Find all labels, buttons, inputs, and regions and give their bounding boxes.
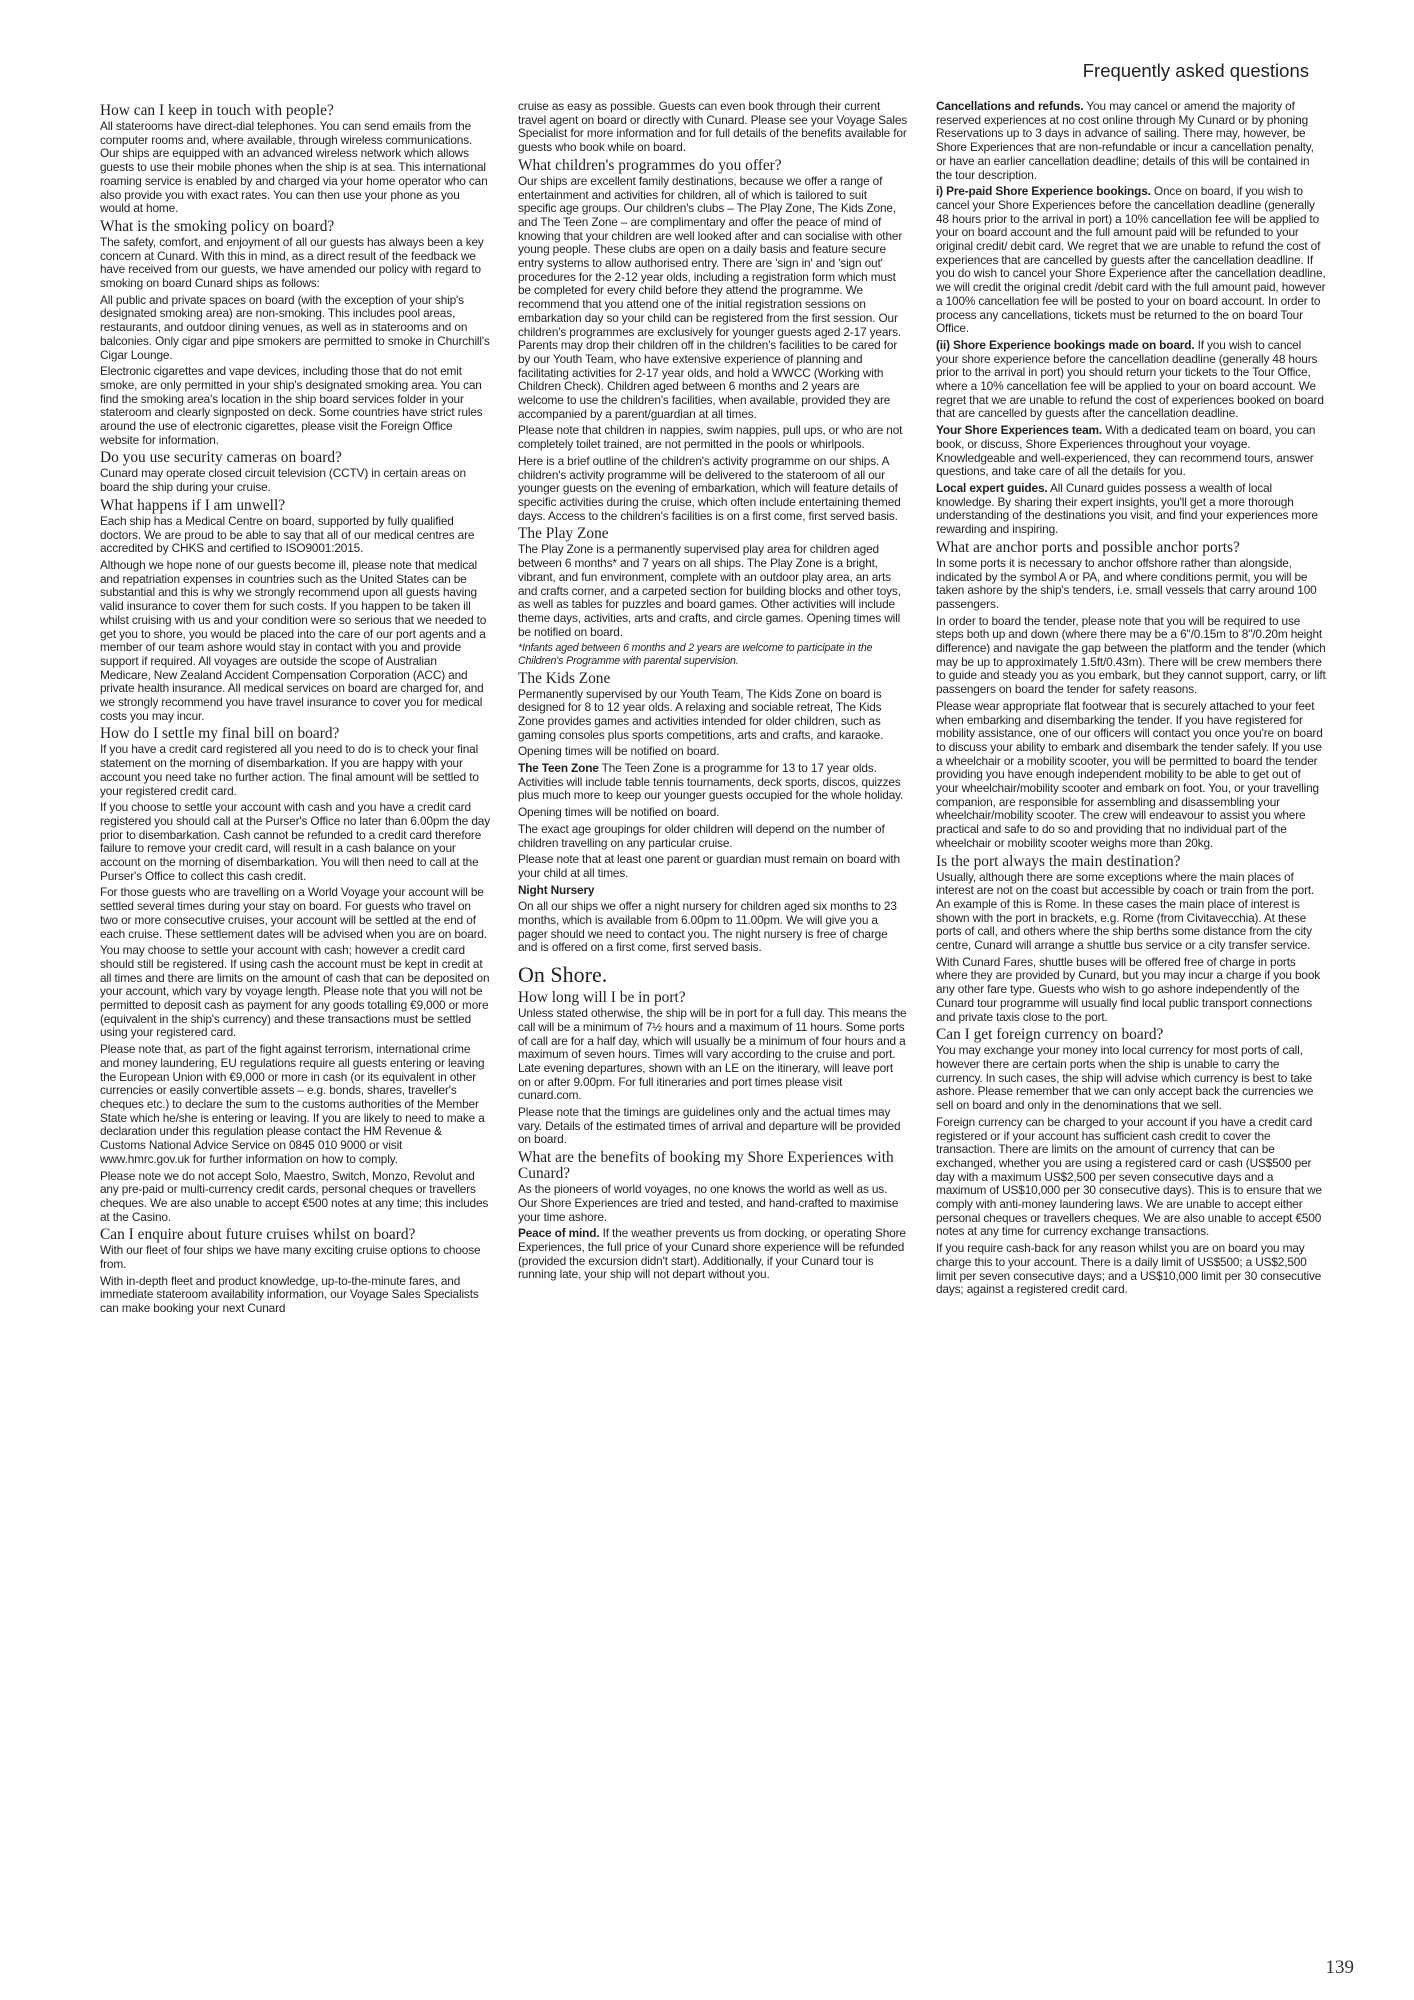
question-heading: Is the port always the main destination? [936,852,1181,870]
paragraph: All staterooms have direct-dial telephones. You can send emails from the computer rooms and, where available, through wireless communications. Our ships are equipped with an advanced wireless network which allows guests to use their mobile phones when the ship is at sea. This international roaming service is enabled by and charged via your home operator who can also provide you with exact rates. You can then use your phone as you would at home. [100,119,488,216]
paragraph: Permanently supervised by our Youth Team, The Kids Zone on board is designed for 8 to 12 year olds. A relaxing and sociable retreat, The Kids Zone provides games and activities intended for older children, such as gaming consoles plus sports competitions, arts and crafts, and karaoke. [518,686,884,742]
paragraph: If you require cash-back for any reason whilst you are on board you may charge this to your account. There is a daily limit of US$500; a US$2,500 limit per seven consecutive days; and a US$10,000 limit per 30 consecutive days; against a registered credit card. [936,1241,1322,1297]
paragraph: Our ships are excellent family destinations, because we offer a range of entertainment and activities for children, all of which is tailored to suit specific age groups. Our children's clubs – The Play Zone, The Kids Zone, and The Teen Zone – are complimentary and offer the peace of mind of knowing that your children are well looked after and can socialise with other young people. These clubs are open on a daily basis and feature secure entry systems to allow authorised entry. There are 'sign in' and 'sign out' procedures for the 2-12 year olds, including a registration form which must be completed for every child before they attend the programme. We recommend that you attend one of the initial registration sessions on embarkation day so your child can be registered from the first session. Our children's programmes are exclusively for younger guests aged 2-17 years. Parents may drop their children off in the children's facilities to be cared for by our Youth Team, who have extensive experience of planning and facilitating activities for 2-17 year olds, and hold a WWCC (Working with Children Check). Children aged between 6 months and 2 years are welcome to use the children's facilities, when available, provided they are accompanied by a parent/guardian at all times. [518,173,903,421]
paragraph: Please note that at least one parent or guardian must remain on board with your child at all times. [518,852,900,880]
paragraph-with-lead [936,424,1326,479]
paragraph: In order to board the tender, please note that you will be required to use steps both up and down (where there may be a 6"/0.15m to 8"/0.20m height difference) and navigate the gap between the platform and the tender (which may be up to approximately 1.5ft/0.43m). There will be crew members there to guide and steady you as you embark, but they cannot support, carry, or lift passengers on board the tender for safety reasons. [936,613,1326,697]
paragraph: Each ship has a Medical Centre on board, supported by fully qualified doctors. We are proud to be able to say that all of our medical centres are accredited by CHKS and certified to ISO9001:2015. [100,513,475,556]
paragraph: All public and private spaces on board (with the exception of your ship's designated smoking area) are non-smoking. This includes pool areas, restaurants, and outdoor dining venues, as well as in staterooms and on balconies. Only cigar and pipe smokers are permitted to smoke in Churchill's Cigar Lounge. [100,292,490,362]
paragraph-body: All Cunard guides possess a wealth of local knowledge. By sharing their expert insights, you'll get a more thorough understanding of the destinations you visit, and find your experiences more rewarding and inspiring. [936,480,1318,537]
paragraph: Please wear appropriate flat footwear that is securely attached to your feet when embarking and disembarking the tender. If you have registered for mobility assistance, one of our officers will contact you once you're on board to discuss your ability to embark and disembark the tender safely. If you use a wheelchair or a mobility scooter, you will be permitted to board the tender providing you have enough independent mobility to be able to get out of your wheelchair/mobility scooter and embark on foot. You, or your travelling companion, are responsible for assembling and disassembling your wheelchair/mobility scooter. The crew will endeavour to assist you where practical and safe to do so and providing that no individual part of the wheelchair or mobility scooter weighs more than 20kg. [936,698,1323,850]
paragraph: Usually, although there are some exceptions where the main places of interest are not on the coast but accessible by coach or train from the port. An example of this is Rome. In these cases the main place of interest is shown with the port in brackets, e.g. Rome (from Civitavecchia). At these ports of call, and others where the ship berths some distance from the city centre, Cunard will arrange a shuttle bus service or a city transfer service. [936,869,1315,953]
question-heading: What children's programmes do you offer? [518,156,782,174]
paragraph: You may choose to settle your account with cash; however a credit card should still be registered. If using cash the account must be kept in credit at all times and there are limits on the amount of cash that can be deposited on your account, which vary by voyage length. Please note that you will not be permitted to deposit cash as payment for any goods totalling €9,000 or more (equivalent in the ship's currency) and these transactions must be settled using your registered card. [100,943,490,1040]
paragraph-with-lead [936,339,1326,421]
running-header: Frequently asked questions [1082,60,1309,81]
paragraph: cruise as easy as possible. Guests can even book through their current travel agent on board or directly with Cunard. Please see your Voyage Sales Specialist for more information and for full details of the benefits available for guests who book while on board. [518,100,908,155]
paragraph: Please note that the timings are guidelines only and the actual times may vary. Details of the estimated times of arrival and departure will be provided on board. [518,1105,901,1147]
paragraph: Opening times will be notified on board. [518,805,720,820]
paragraph: Please note we do not accept Solo, Maestro, Switch, Monzo, Revolut and any pre-paid or multi-currency credit cards, personal cheques or travellers cheques. We are also unable to accept €500 notes at any time; this includes at the Casino. [100,1168,489,1224]
paragraph-body: Once on board, if you wish to cancel your Shore Experiences before the cancellation deadline (generally 48 hours prior to the arrival in port) a 10% cancellation fee will be applied to your on board account and the full amount paid will be refunded to your original credit/ debit card. We regret that we are unable to refund the cost of experiences that are cancelled by guests after the cancellation deadline. If you do wish to cancel your Shore Experience after the cancellation deadline, we will credit the original credit /debit card with the full amount paid, however a 100% cancellation fee will be posted to your on board account. In order to process any cancellations, tickets must be returned to the on board Tour Office. [936,184,1326,336]
paragraph-lead: Local expert guides. [936,480,1048,495]
section-heading: On Shore. [518,962,608,988]
paragraph: On all our ships we offer a night nursery for children aged six months to 23 months, which is available from 6.00pm to 11.00pm. We will give you a pager should we need to contact you. The night nursery is free of charge and is offered on a first come, first served basis. [518,899,897,955]
paragraph: Cunard may operate closed circuit television (CCTV) in certain areas on board the ship during your cruise. [100,466,466,495]
question-heading: Can I get foreign currency on board? [936,1026,1164,1044]
paragraph-lead: Peace of mind. [518,1226,600,1241]
paragraph: The exact age groupings for older children will depend on the number of children travelling on any particular cruise. [518,821,885,850]
paragraph: In some ports it is necessary to anchor offshore rather than alongside, indicated by the symbol A or PA, and where conditions permit, you will be taken ashore by the ship's tenders, i.e. small vessels that carry around 100 passengers. [936,555,1317,611]
page-number: 139 [1325,1957,1354,1978]
paragraph-lead: The Teen Zone [518,761,599,776]
paragraph: For those guests who are travelling on a World Voyage your account will be settled several times during your stay on board. For guests who travel on two or more consecutive cruises, your account will be settled at the end of each cruise. These settlement dates will be advised when you are on board. [100,885,487,941]
paragraph-with-lead [936,185,1326,336]
column-right [936,100,1326,1890]
paragraph-lead: Night Nursery [518,882,595,897]
paragraph-body: The Teen Zone is a programme for 13 to 17 year olds. Activities will include table tennis tournaments, deck sports, discos, quizzes plus much more to keep our younger guests occupied for the whole holiday. [518,761,904,803]
paragraph: If you have a credit card registered all you need to do is to check your final statement on the morning of disembarkation. If you are happy with your account you need take no further action. The final amount will be settled to your registered credit card. [100,742,479,798]
question-heading: The Kids Zone [518,669,611,687]
paragraph-body: If the weather prevents us from docking, or operating Shore Experiences, the full price of your Cunard shore experience will be refunded (provided the excursion didn't start). Additionally, if your Cunard tour is running late, your ship will not depart without you. [518,1226,906,1282]
paragraph: Opening times will be notified on board. [518,744,720,759]
paragraph-body: You may cancel or amend the majority of reserved experiences at no cost online through My Cunard or by phoning Reservations up to 3 days in advance of sailing. There may, however, be Shore Experiences that are non-refundable or incur a cancellation penalty, or have an earlier cancellation deadline; details of this will be contained in the tour description. [936,100,1314,182]
paragraph-lead: i) Pre-paid Shore Experience bookings. [936,184,1151,199]
question-heading: What happens if I am unwell? [100,496,286,514]
paragraph: Unless stated otherwise, the ship will be in port for a full day. This means the call will be a minimum of 7½ hours and a maximum of 11 hours. Some ports of call are for a half day, which will usually be a minimum of four hours and a maximum of seven hours. Times will vary according to the cruise and port. Late evening departures, shown with an LE on the itinerary, will leave port on or after 9.00pm. For full itineraries and port times please visit cunard.com. [518,1006,907,1103]
question-heading: Do you use security cameras on board? [100,449,342,467]
question-heading: How long will I be in port? [518,989,686,1007]
footnote: *Infants aged between 6 months and 2 years are welcome to participate in the Children's Programme with parental supervision. [518,642,873,667]
paragraph: You may exchange your money into local currency for most ports of call, however there are certain ports when the ship is unable to carry the currency. In such cases, the ship will advise which currency is best to take ashore. Please remember that we can only accept back the currencies we sell on board and only in the denominations that we sell. [936,1043,1314,1113]
paragraph: Although we hope none of our guests become ill, please note that medical and repatriation expenses in countries such as the United States can be substantial and this is why we strongly recommend upon all guests having valid insurance to cover them for such costs. If you happen to be taken ill whilst cruising with us and your condition were so serious that we needed to get you to shore, you would be placed into the care of our port agents and a member of our team ashore would stay in contact with you and provide support if required. All voyages are outside the scope of Australian Medicare, New Zealand Accident Compensation Corporation (ACC) and private health insurance. All medical services on board are charged for, and we strongly recommend you have travel insurance to cover you for medical costs you may incur. [100,557,487,723]
paragraph-with-lead [518,762,908,803]
paragraph: With Cunard Fares, shuttle buses will be offered free of charge in ports where they are provided by Cunard, but you may incur a charge if you book any other fare type. Guests who wish to go ashore independently of the Cunard tour programme will usually find local public transport connections and private taxis close to the port. [936,954,1321,1024]
paragraph: As the pioneers of world voyages, no one knows the world as well as us. Our Shore Experiences are tried and tested, and hand-crafted to maximise your time ashore. [518,1182,899,1224]
paragraph-with-lead [518,1227,908,1282]
paragraph: With in-depth fleet and product knowledge, up-to-the-minute fares, and immediate stateroom availability information, our Voyage Sales Specialists can make booking your next Cunard [100,1273,479,1316]
question-heading: What are the benefits of booking my Shore Experiences with Cunard? [518,1149,894,1183]
paragraph: Please note that children in nappies, swim nappies, pull ups, or who are not completely toilet trained, are not permitted in the pools or whirlpools. [518,423,903,452]
paragraph: The Play Zone is a permanently supervised play area for children aged between 6 months* and 7 years on all ships. The Play Zone is a bright, vibrant, and fun environment, complete with an outdoor play area, an arts and crafts corner, and a carpeted section for building blocks and other toys, as well as tables for puzzles and board games. Other activities will include theme days, activities, arts and crafts, and circle games. Opening times will be notified on board. [518,542,901,639]
paragraph: Here is a brief outline of the children's activity programme on our ships. A children's activity programme will be delivered to the stateroom of all our younger guests on the evening of embarkation, which will feature details of specific activities during the cruise, which often include entertaining themed days. Access to the children's facilities is on a first come, first served basis. [518,453,901,523]
question-heading: The Play Zone [518,525,609,543]
column-left [100,100,490,1890]
paragraph: If you choose to settle your account with cash and you have a credit card registered you should call at the Purser's Office no later than 6.00pm the day prior to disembarkation. Cash cannot be refunded to a credit card therefore failure to remove your credit card, will result in a cash balance on your account on the morning of disembarkation. You will then need to call at the Purser's Office to collect this cash credit. [100,800,490,883]
paragraph: With our fleet of four ships we have many exciting cruise options to choose from. [100,1243,481,1272]
question-heading: Can I enquire about future cruises whilst on board? [100,1226,416,1244]
paragraph-lead: (ii) Shore Experience bookings made on board. [936,337,1195,352]
paragraph: Electronic cigarettes and vape devices, including those that do not emit smoke, are only permitted in your ship's designated smoking area. You can find the smoking area's location in the ship board services folder in your stateroom and clearly signposted on deck. Some countries have strict rules around the use of electronic cigarettes, please visit the Foreign Office website for information. [100,364,483,447]
paragraph-lead: Your Shore Experiences team. [936,423,1103,438]
paragraph: Please note that, as part of the fight against terrorism, international crime and money laundering, EU regulations require all guests entering or leaving the European Union with €9,000 or more in cash (or its equivalent in other currencies or easily convertible assets – e.g. bonds, shares, traveller's cheques etc.) to declare the sum to the customs authorities of the Member State which he/she is entering or leaving. If you are likely to need to make a declaration under this regulation please contact the HM Revenue & Customs National Advice Service on 0845 010 9000 or visit www.hmrc.gov.uk for further information on how to comply. [100,1042,485,1166]
question-heading: How do I settle my final bill on board? [100,725,340,743]
paragraph-body: If you wish to cancel your shore experience before the cancellation deadline (generally 48 hours prior to the arrival in port) you should return your tickets to the Tour Office, where a 10% cancellation fee will be applied to your on board account. We regret that we are unable to refund the cost of experiences booked on board that are cancelled by guests after the cancellation deadline. [936,337,1324,421]
question-heading: What are anchor ports and possible anchor ports? [936,538,1240,556]
paragraph-with-lead [936,482,1326,537]
column-middle [518,100,908,1890]
question-heading: How can I keep in touch with people? [100,102,334,119]
paragraph-with-lead [518,884,908,898]
question-heading: What is the smoking policy on board? [100,217,335,235]
paragraph-lead: Cancellations and refunds. [936,100,1084,113]
paragraph: The safety, comfort, and enjoyment of all our guests has always been a key concern at Cunard. With this in mind, as a direct result of the feedback we have received from our guests, we have amended our policy with regard to smoking on board Cunard ships as follows: [100,234,484,291]
paragraph-with-lead [936,100,1326,182]
paragraph: Foreign currency can be charged to your account if you have a credit card registered or if your account has sufficient cash credit to cover the transaction. There are limits on the amount of currency that can be exchanged, whether you are using a registered card or cash (US$500 per day with a maximum US$2,500 per seven consecutive days and a maximum of US$10,000 per 30 consecutive days). This is to ensure that we comply with anti-money laundering laws. We are unable to accept either personal cheques or travellers cheques. We are also unable to accept €500 notes at any time for currency exchange transactions. [936,1114,1322,1239]
paragraph-body: With a dedicated team on board, you can book, or discuss, Shore Experiences throughout your voyage. Knowledgeable and well-experienced, they can recommend tours, answer questions, and take care of all the details for you. [936,423,1316,479]
